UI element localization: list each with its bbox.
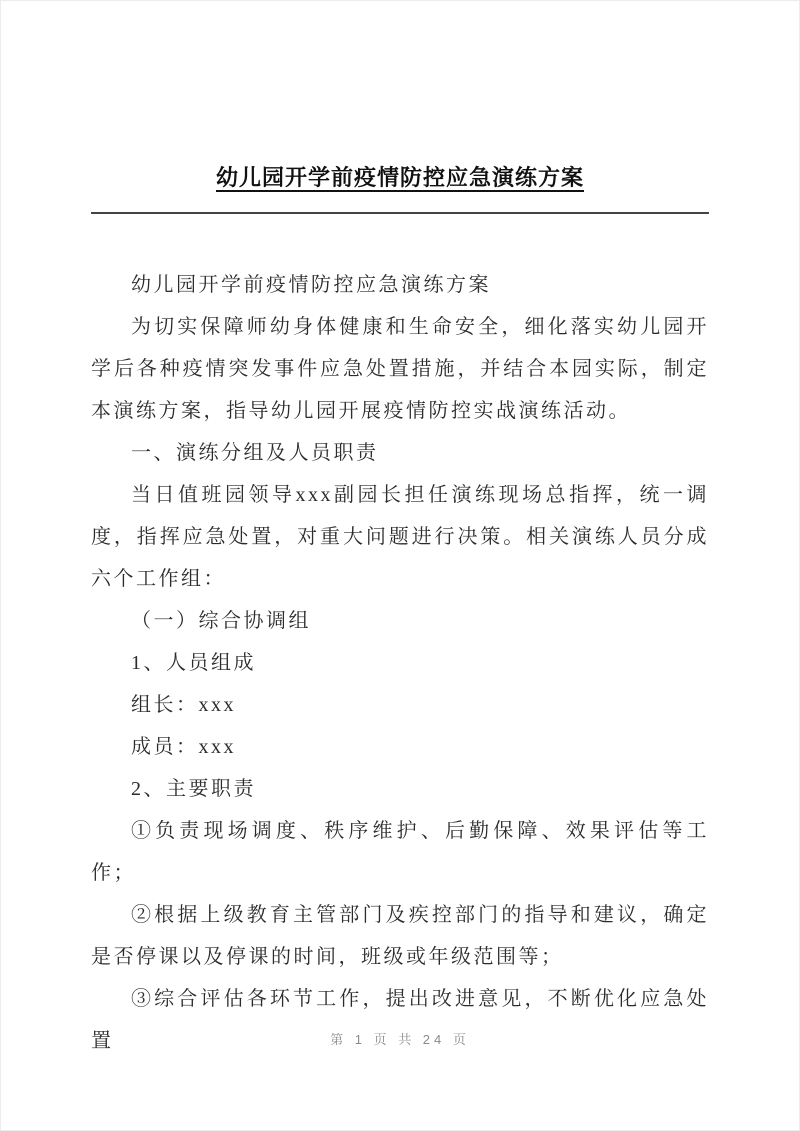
title-divider [91, 212, 709, 214]
paragraph: 1、人员组成 [131, 652, 256, 674]
document-body [91, 264, 709, 1062]
paragraph: ①负责现场调度、秩序维护、后勤保障、效果评估等工作； [91, 820, 709, 884]
paragraph: 成员：xxx [131, 736, 236, 758]
document-title: 幼儿园开学前疫情防控应急演练方案 [215, 165, 584, 190]
paragraph: 2、主要职责 [131, 778, 256, 800]
paragraph: 组长：xxx [131, 694, 236, 716]
paragraph: 当日值班园领导xxx副园长担任演练现场总指挥，统一调度，指挥应急处置，对重大问题进行决策。相关演练人员分成六个工作组： [91, 484, 709, 590]
paragraph: ②根据上级教育主管部门及疾控部门的指导和建议，确定是否停课以及停课的时间，班级或年级范围等； [91, 904, 709, 968]
paragraph: 为切实保障师幼身体健康和生命安全，细化落实幼儿园开学后各种疫情突发事件应急处置措施，并结合本园实际，制定本演练方案，指导幼儿园开展疫情防控实战演练活动。 [91, 316, 709, 422]
paragraph: （一）综合协调组 [131, 610, 311, 632]
paragraph: ③综合评估各环节工作，提出改进意见，不断优化应急处置 [91, 988, 709, 1052]
page-number-footer: 第 1 页 共 24 页 [330, 1032, 470, 1047]
paragraph: 一、演练分组及人员职责 [131, 442, 379, 464]
paragraph: 幼儿园开学前疫情防控应急演练方案 [131, 274, 491, 296]
